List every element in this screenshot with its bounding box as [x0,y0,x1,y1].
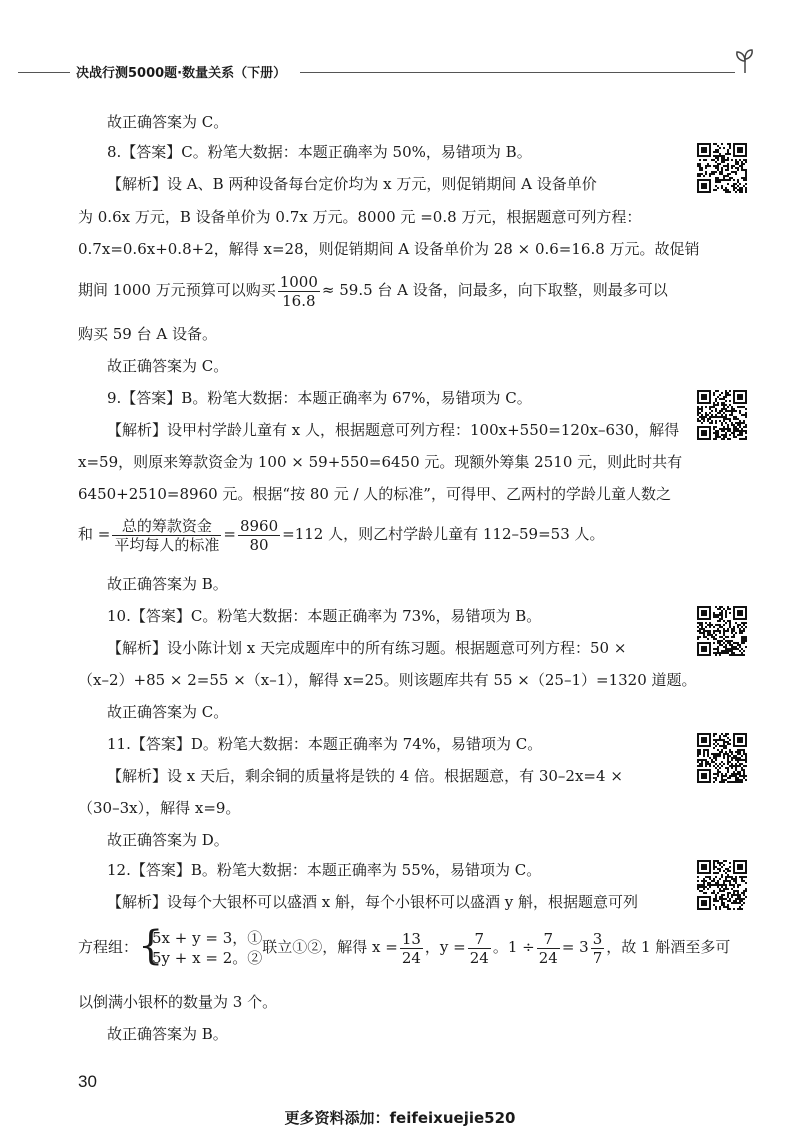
q8-text-post: ≈ 59.5 台 A 设备，问最多，向下取整，则最多可以 [321,281,668,299]
q12-analysis-1: 【解析】设每个大银杯可以盛酒 x 斛，每个小银杯可以盛酒 y 斛，根据题意可列 [107,893,639,911]
q12-analysis-2 [78,925,730,969]
q12-frac-x-den: 24 [401,948,421,967]
q8-conclusion: 故正确答案为 C。 [107,357,229,375]
q9-frac2-num: 8960 [239,516,279,535]
q8-fraction [278,273,320,310]
q12-frac-div-num: 7 [537,930,560,949]
q9-frac2-den: 80 [249,535,269,554]
q12-eq-1: 5x + y = 3，① [152,929,263,947]
q9-eq: = [223,525,236,543]
q12-frac-y [468,930,491,967]
q8-analysis-4 [78,270,668,310]
q12-frac-div-den: 24 [538,948,558,967]
q11-answer: 11.【答案】D。粉笔大数据：本题正确率为 74%，易错项为 C。 [107,735,543,753]
q12-post: ，故 1 斛酒至多可 [606,938,731,956]
q12-conclusion: 故正确答案为 B。 [107,1025,228,1043]
q8-analysis-5: 购买 59 台 A 设备。 [78,325,217,343]
qr-code-q10[interactable] [697,606,747,656]
sprout-icon [730,45,760,75]
q12-mid3: 。1 ÷ [492,938,535,956]
q9-analysis-2: x=59，则原来筹款资金为 100 × 59+550=6450 元。现额外筹集 2510 元，则此时共有 [78,453,683,471]
q12-eq-2: 5y + x = 2。② [152,949,263,967]
q9-conclusion: 故正确答案为 B。 [107,575,228,593]
q8-frac-num: 1000 [279,272,318,291]
header-rule-right [300,72,735,73]
q12-mid2: ，y = [424,938,466,956]
q12-frac-x [400,930,423,967]
q8-text-pre: 期间 1000 万元预算可以购买 [78,281,276,299]
conclusion-q7: 故正确答案为 C。 [107,113,229,131]
q9-frac1-num: 总的筹款资金 [112,517,221,536]
left-brace: { [138,923,164,969]
q10-analysis-1: 【解析】设小陈计划 x 天完成题库中的所有练习题。根据题意可列方程：50 × [107,639,627,657]
q12-frac-mixed [591,930,605,967]
q9-text-post: =112 人，则乙村学龄儿童有 112–59=53 人。 [282,525,605,543]
q9-analysis-4 [78,514,605,554]
header-rule-left [18,72,70,73]
q9-analysis-1: 【解析】设甲村学龄儿童有 x 人，根据题意可列方程：100x+550=120x–630，解得 [107,421,680,439]
page-number: 30 [78,1072,97,1091]
q9-analysis-3: 6450+2510=8960 元。根据“按 80 元 / 人的标准”，可得甲、乙两村的学龄儿童人数之 [78,485,671,503]
q12-frac-y-num: 7 [468,930,491,949]
q12-mid4: = 3 [561,938,589,956]
q8-answer: 8.【答案】C。粉笔大数据：本题正确率为 50%，易错项为 B。 [107,143,532,161]
q8-analysis-1: 【解析】设 A、B 两种设备每台定价均为 x 万元，则促销期间 A 设备单价 [107,175,597,193]
q11-analysis-1: 【解析】设 x 天后，剩余铜的质量将是铁的 4 倍。根据题意，有 30–2x=4 × [107,767,623,785]
q12-mid: 联立①②，解得 x = [262,938,398,956]
qr-code-q11[interactable] [697,733,747,783]
q11-analysis-2: （30–3x），解得 x=9。 [78,799,241,817]
q9-frac1-den: 平均每人的标准 [114,535,220,554]
q11-conclusion: 故正确答案为 D。 [107,831,229,849]
qr-code-q12[interactable] [697,860,747,910]
q9-fraction-1 [112,517,221,554]
q10-conclusion: 故正确答案为 C。 [107,703,229,721]
q12-analysis-3: 以倒满小银杯的数量为 3 个。 [78,993,278,1011]
q12-frac-mixed-num: 3 [592,929,603,948]
q9-fraction-2 [238,517,280,554]
q9-text-pre: 和 = [78,525,111,543]
qr-code-q9[interactable] [697,390,747,440]
q12-frac-y-den: 24 [469,948,489,967]
q12-frac-mixed-den: 7 [592,948,603,967]
q12-sys-pre: 方程组： [78,938,139,956]
q12-frac-div [537,930,560,967]
q9-answer: 9.【答案】B。粉笔大数据：本题正确率为 67%，易错项为 C。 [107,389,532,407]
qr-code-q8[interactable] [697,143,747,193]
q8-analysis-3: 0.7x=0.6x+0.8+2，解得 x=28，则促销期间 A 设备单价为 28 × 0.6=16.8 万元。故促销 [78,240,700,258]
q12-equation-system [138,923,263,969]
q12-frac-x-num: 13 [401,929,421,948]
q8-frac-den: 16.8 [282,291,316,310]
q10-analysis-2: （x–2）+85 × 2=55 ×（x–1），解得 x=25。则该题库共有 55 ×（25–1）=1320 道题。 [78,671,697,689]
q10-answer: 10.【答案】C。粉笔大数据：本题正确率为 73%，易错项为 B。 [107,607,542,625]
header-title: 决战行测5000题·数量关系（下册） [70,62,292,81]
q12-answer: 12.【答案】B。粉笔大数据：本题正确率为 55%，易错项为 C。 [107,861,542,879]
footer-note: 更多资料添加：feifeixuejie520 [284,1109,516,1127]
q8-analysis-2: 为 0.6x 万元，B 设备单价为 0.7x 万元。8000 元 =0.8 万元，根据题意可列方程： [78,208,642,226]
